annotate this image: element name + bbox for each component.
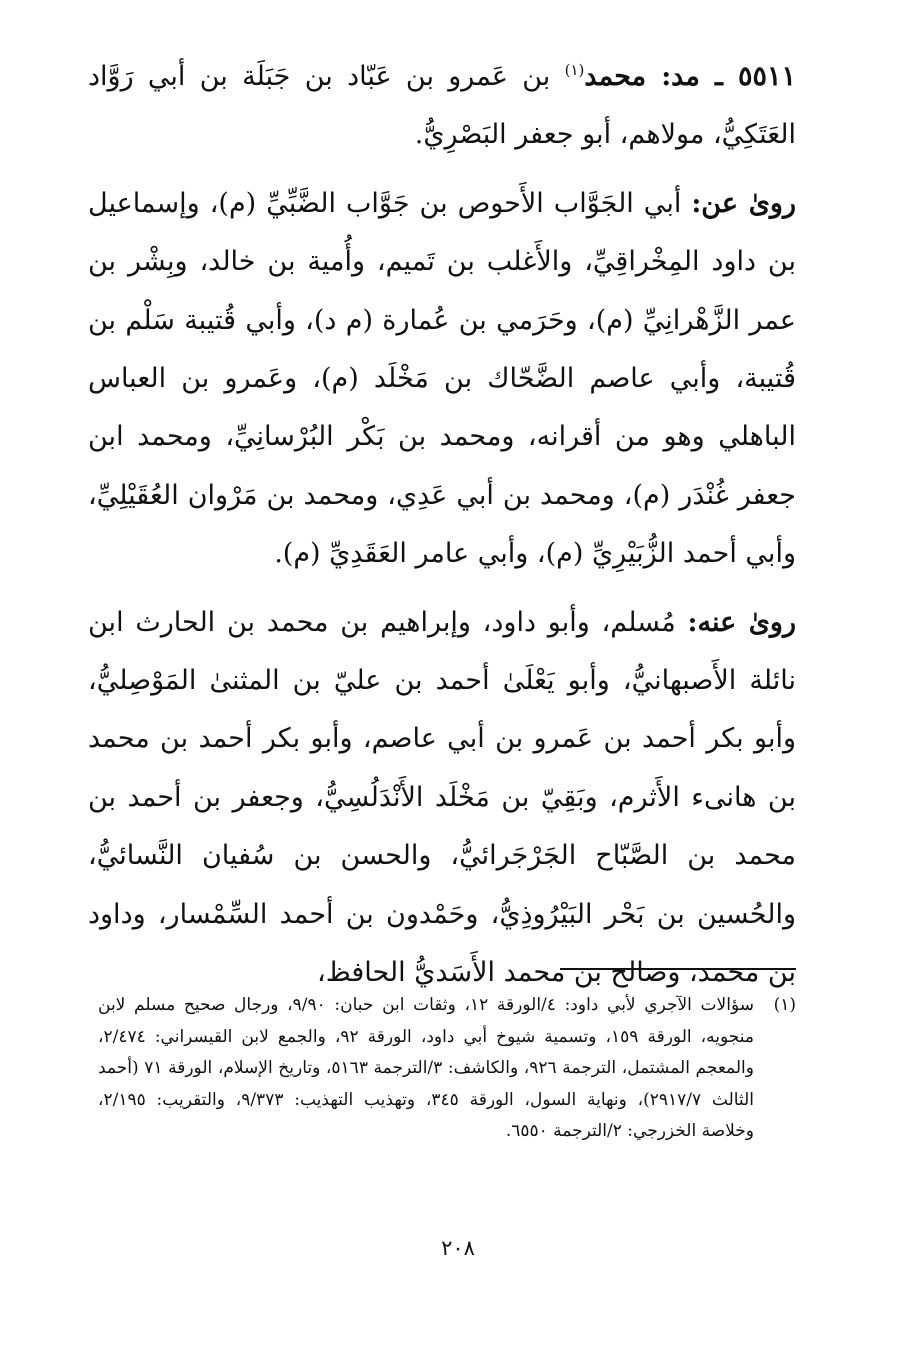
entry-paragraph bbox=[88, 48, 796, 165]
narrated-from-text: أبي الجَوَّاب الأَحوص بن جَوَّاب الضَّبِّيِّ (م)، وإسماعيل بن داود المِخْراقِيِّ، والأَغلب بن تَميم، وأُمية بن خالد، وبِشْر بن عمر الزَّهْرانِيِّ (م)، وحَرَمي بن عُمارة (م د)، وأبي قُتيبة سَلْم بن قُتيبة، وأبي عاصم الضَّحّاك بن مَخْلَد (م)، وعَمرو بن العباس الباهلي وهو من أقرانه، ومحمد بن بَكْر البُرْسانِيِّ، ومحمد ابن جعفر غُنْدَر (م)، ومحمد بن أبي عَدِي، ومحمد بن مَرْوان العُقَيْلِيِّ، وأبي أحمد الزُّبَيْرِيِّ (م)، وأبي عامر العَقَدِيِّ (م). bbox=[88, 187, 796, 570]
narrated-from-heading: روىٰ عن: bbox=[691, 187, 796, 219]
narrated-by-paragraph bbox=[88, 594, 796, 1003]
main-text bbox=[88, 48, 796, 1003]
footnote-divider bbox=[560, 968, 796, 970]
footnote-item bbox=[98, 990, 796, 1148]
footnote-reference[interactable]: (١) bbox=[564, 61, 585, 79]
footnote-marker: (١) bbox=[773, 995, 796, 1015]
footnote-text: سؤالات الآجري لأبي داود: ٤/الورقة ١٢، وثقات ابن حبان: ٩/٩٠، ورجال صحيح مسلم لابن منجويه، الورقة ١٥٩، وتسمية شيوخ أبي داود، الورقة ٩٢، والجمع لابن القيسراني: ٢/٤٧٤، والمعجم المشتمل، الترجمة ٩٢٦، والكاشف: ٣/الترجمة ٥١٦٣، وتاريخ الإسلام، الورقة ٧١ (أحمد الثالث ٢٩١٧/٧)، ونهاية السول، الورقة ٣٤٥، وتهذيب التهذيب: ٩/٣٧٣، والتقريب: ٢/١٩٥، وخلاصة الخزرجي: ٢/الترجمة ٦٥٥٠. bbox=[98, 995, 754, 1142]
page-number: ٢٠٨ bbox=[441, 1236, 475, 1260]
narrated-by-text: مُسلم، وأبو داود، وإبراهيم بن محمد بن الحارث ابن نائلة الأَصبهانيُّ، وأبو يَعْلَىٰ أحمد بن عليّ بن المثنىٰ المَوْصِليُّ، وأبو بكر أحمد بن عَمرو بن أبي عاصم، وأبو بكر أحمد بن محمد بن هانىء الأَثرم، وبَقِيّ بن مَخْلَد الأَنْدَلُسِيُّ، وجعفر بن أحمد بن محمد بن الصَّبّاح الجَرْجَرائيُّ، والحسن بن سُفيان النَّسائيُّ، والحُسين بن بَحْر البَيْرُوذِيُّ، وحَمْدون بن أحمد السِّمْسار، وداود بن محمد، وصالح بن محمد الأَسَديُّ الحافظ، bbox=[88, 606, 796, 989]
narrated-from-paragraph bbox=[88, 175, 796, 584]
narrated-by-heading: روىٰ عنه: bbox=[687, 606, 797, 638]
entry-heading: ٥٥١١ ـ مد: محمد bbox=[584, 61, 796, 92]
page-body bbox=[88, 48, 796, 1003]
footnotes-section bbox=[98, 990, 796, 1148]
entry-text: بن عَمرو بن عَبّاد بن جَبَلَة بن أبي رَوَّاد العَتَكِيُّ، مولاهم، أبو جعفر البَصْرِيُّ. bbox=[88, 61, 796, 151]
